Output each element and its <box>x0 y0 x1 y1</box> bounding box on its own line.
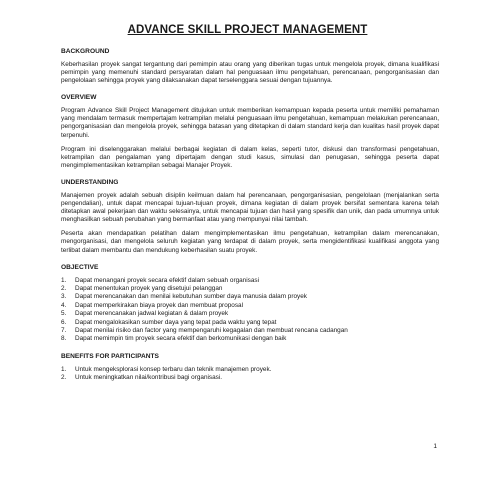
list-item-text: Dapat merencanakan jadwal kegiatan & dalam proyek <box>75 310 229 318</box>
list-item-number: 6. <box>61 318 67 326</box>
list-item-text: Untuk mengeksplorasi konsep terbaru dan teknik manajemen proyek. <box>75 365 272 373</box>
benefits-heading: BENEFITS FOR PARTICIPANTS <box>61 352 159 360</box>
list-item <box>61 310 439 318</box>
list-item-text: Untuk meningkatkan nilai/kontribusi bagi organisasi. <box>75 374 223 382</box>
list-item <box>61 374 439 382</box>
list-item <box>61 327 439 335</box>
list-item-number: 1. <box>61 365 67 373</box>
list-item-text: Dapat memperkirakan biaya proyek dan membuat proposal <box>75 301 244 309</box>
background-heading: BACKGROUND <box>61 48 110 55</box>
background-paragraph: Keberhasilan proyek sangat tergantung dari pemimpin atau orang yang diberikan tugas untuk mengelola proyek, dimana kualifikasi pemimpin yang memenuhi standard persyaratan dalam hal penguasaan ilmu pengetahuan, perencanaan, pengorganisasian dan pengelolaan sehingga proyek yang dilaksanakan dapat terselenggara sesuai dengan tujuannya. <box>61 61 439 85</box>
list-item-number: 8. <box>61 335 67 343</box>
list-item <box>61 293 439 301</box>
list-item-text: Dapat memimpin tim proyek secara efektif dan berkomunikasi dengan baik <box>75 335 287 343</box>
list-item-number: 7. <box>61 327 67 335</box>
benefits-list <box>61 366 439 383</box>
list-item-number: 4. <box>61 301 67 309</box>
list-item <box>61 302 439 310</box>
list-item-number: 5. <box>61 310 67 318</box>
list-item <box>61 277 439 285</box>
understanding-paragraph-1: Manajemen proyek adalah sebuah disiplin keilmuan dalam hal perencanaan, pengorganisasian, pengelolaan (menjalankan serta pengendalian), untuk dapat mencapai tujuan-tujuan proyek, dimana kegiatan di dalam proyek bersifat sementara karena telah ditetapkan awal pekerjaan dan waktu selesainya, untuk mencapai tujuan dan hasil yang spesifik dan unik, dan pada umumnya untuk menghasilkan sebuah perubahan yang bermanfaat atau yang mempunyai nilai tambah. <box>61 191 439 224</box>
list-item-text: Dapat menangani proyek secara efektif dalam sebuah organisasi <box>75 276 260 284</box>
overview-paragraph-1: Program Advance Skill Project Management ditujukan untuk memberikan kemampuan kepada peserta untuk memiliki pemahaman yang mendalam termasuk mempertajam ketrampilan melalui penguasaan ilmu pengetahuan, kemampuan melakukan perencanaan, pengorganisasian dan mengelola proyek, sehingga batasan yang ditetapkan di dalam standard kerja dan kualitas hasil proyek dapat terpenuhi. <box>61 107 439 139</box>
list-item-number: 2. <box>61 374 67 382</box>
list-item <box>61 366 439 374</box>
list-item-number: 3. <box>61 293 67 301</box>
objective-heading: OBJECTIVE <box>61 263 99 271</box>
list-item-number: 1. <box>61 276 67 284</box>
list-item-number: 2. <box>61 285 67 292</box>
list-item <box>61 335 439 343</box>
understanding-heading: UNDERSTANDING <box>61 178 119 186</box>
list-item <box>61 319 439 327</box>
objective-list <box>61 277 439 344</box>
list-item-text: Dapat menilai risiko dan factor yang mempengaruhi kegagalan dan membuat rencana cadangan <box>75 327 348 335</box>
document-body <box>61 48 439 383</box>
list-item <box>61 285 439 293</box>
list-item-text: Dapat merencanakan dan menilai kebutuhan sumber daya manusia dalam proyek <box>75 293 307 301</box>
overview-paragraph-2: Program ini diselenggarakan melalui berbagai kegiatan di dalam kelas, seperti tutor, diskusi dan transformasi pengetahuan, ketrampilan dan pengalaman yang dipertajam dengan studi kasus, simulasi dan penugasan, sehingga peserta dapat mengimplementasikan ketrampilan sebagai Manajer Proyek. <box>61 145 439 169</box>
document-title: ADVANCE SKILL PROJECT MANAGEMENT <box>127 24 368 36</box>
page-number: 1 <box>433 443 437 450</box>
list-item-text: Dapat mengalokasikan sumber daya yang tepat pada waktu yang tepat <box>75 318 277 326</box>
overview-heading: OVERVIEW <box>61 94 97 102</box>
list-item-text: Dapat menentukan proyek yang disetujui pelanggan <box>75 285 223 292</box>
understanding-paragraph-2: Peserta akan mendapatkan pelatihan dalam mengimplementasikan ilmu pengetahuan, ketrampilan dalam merencanakan, mengorganisasi, dan mengelola seluruh kegiatan yang terdapat di dalam proyek, serta mengidentifikasi kualifikasi anggota yang terlibat dalam membantu dan mendukung keberhasilan suatu proyek. <box>61 230 439 254</box>
